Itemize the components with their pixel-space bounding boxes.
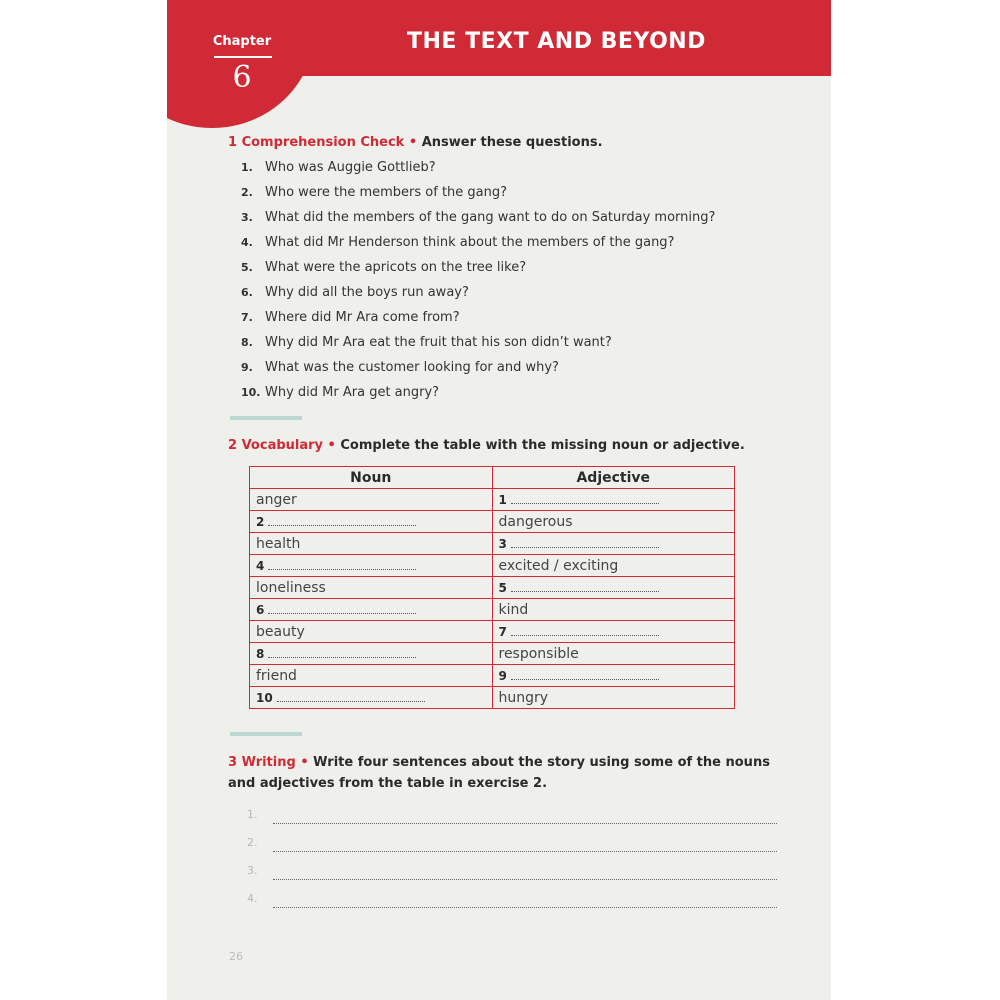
table-row [250,533,735,555]
table-row [250,643,735,665]
writing-line[interactable]: 1. [247,808,777,836]
writing-line[interactable]: 4. [247,892,777,920]
exercise-1-bullet: • [408,135,418,150]
noun-cell: anger [250,489,493,511]
exercise-2-number: 2 [228,438,238,453]
noun-blank[interactable]: 8 [250,643,493,665]
noun-cell: health [250,533,493,555]
writing-line[interactable]: 3. [247,864,777,892]
exercise-1-heading [228,132,603,154]
noun-blank[interactable]: 10 [250,687,493,709]
exercise-3-instruction-line-2: and adjectives from the table in exercise 2. [228,776,548,791]
workbook-page [167,0,831,1000]
table-row [250,555,735,577]
writing-lines [247,808,777,920]
noun-cell: friend [250,665,493,687]
table-row [250,489,735,511]
table-header-row [250,467,735,489]
noun-blank[interactable]: 4 [250,555,493,577]
adjective-cell: responsible [492,643,735,665]
table-row [250,621,735,643]
column-header-noun: Noun [250,467,493,489]
question-item: 7. Where did Mr Ara come from? [241,310,460,325]
noun-blank[interactable]: 6 [250,599,493,621]
table-row [250,599,735,621]
exercise-3-instruction-line-1: Write four sentences about the story using some of the nouns [313,755,770,770]
answer-line [273,879,777,880]
adjective-cell: hungry [492,687,735,709]
adjective-cell: dangerous [492,511,735,533]
answer-line [273,851,777,852]
noun-cell: loneliness [250,577,493,599]
answer-line [268,559,416,570]
column-header-adjective: Adjective [492,467,735,489]
question-list [241,160,801,410]
exercise-2-topic: Vocabulary [241,438,324,453]
exercise-3-topic: Writing [241,755,296,770]
adjective-blank[interactable]: 5 [492,577,735,599]
page-title: THE TEXT AND BEYOND [407,29,706,54]
table-row [250,511,735,533]
question-item: 5. What were the apricots on the tree like? [241,260,527,275]
answer-line [511,625,659,636]
answer-line [273,907,777,908]
answer-line [268,603,416,614]
exercise-1-instruction: Answer these questions. [421,135,603,150]
noun-blank[interactable]: 2 [250,511,493,533]
answer-line [268,647,416,658]
answer-line [268,515,416,526]
chapter-divider [214,56,272,58]
exercise-3-bullet: • [300,755,309,770]
chapter-number: 6 [232,60,252,95]
adjective-cell: excited / exciting [492,555,735,577]
page-number: 26 [229,950,243,963]
adjective-blank[interactable]: 1 [492,489,735,511]
section-divider [230,416,302,420]
question-item: 3. What did the members of the gang want to do on Saturday morning? [241,210,716,225]
exercise-2-heading [228,435,745,457]
question-item: 9. What was the customer looking for and why? [241,360,559,375]
exercise-2-bullet: • [327,438,336,453]
question-item: 4. What did Mr Henderson think about the members of the gang? [241,235,675,250]
question-item: 6. Why did all the boys run away? [241,285,469,300]
table-row [250,687,735,709]
exercise-3-number: 3 [228,755,238,770]
exercise-3-heading [228,752,770,774]
section-divider [230,732,302,736]
adjective-blank[interactable]: 3 [492,533,735,555]
exercise-1-number: 1 [228,135,238,150]
question-item: 10. Why did Mr Ara get angry? [241,385,440,400]
answer-line [511,581,659,592]
answer-line [511,537,659,548]
answer-line [273,823,777,824]
table-row [250,577,735,599]
question-item: 1. Who was Auggie Gottlieb? [241,160,436,175]
noun-cell: beauty [250,621,493,643]
adjective-blank[interactable]: 7 [492,621,735,643]
exercise-1-topic: Comprehension Check [241,135,405,150]
table-row [250,665,735,687]
question-item: 8. Why did Mr Ara eat the fruit that his son didn’t want? [241,335,612,350]
answer-line [511,669,659,680]
answer-line [277,691,425,702]
vocabulary-table [249,466,735,709]
exercise-2-instruction: Complete the table with the missing noun or adjective. [340,438,745,453]
question-item: 2. Who were the members of the gang? [241,185,508,200]
adjective-blank[interactable]: 9 [492,665,735,687]
answer-line [511,493,659,504]
chapter-label: Chapter [212,34,272,49]
adjective-cell: kind [492,599,735,621]
writing-line[interactable]: 2. [247,836,777,864]
